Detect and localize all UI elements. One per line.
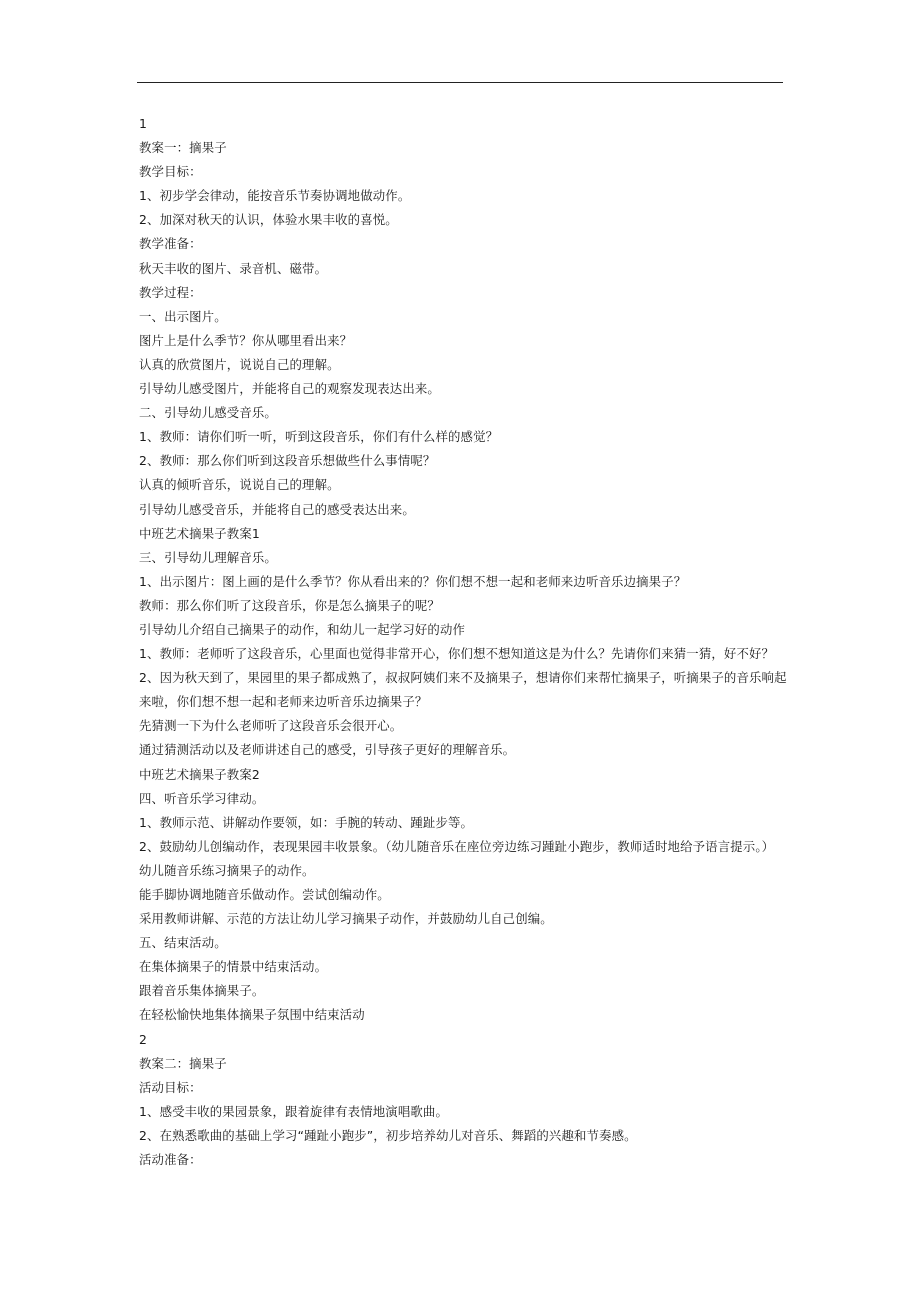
step-heading: 五、结束活动。	[139, 935, 227, 951]
section-heading: 活动准备：	[139, 1152, 202, 1168]
text-line: 2、因为秋天到了，果园里的果子都成熟了，叔叔阿姨们来不及摘果子，想请你们来帮忙摘果子，听摘果子的音乐响起	[139, 670, 787, 686]
header-rule	[137, 82, 783, 83]
text-line: 图片上是什么季节？你从哪里看出来？	[139, 332, 353, 348]
text-line: 采用教师讲解、示范的方法让幼儿学习摘果子动作，并鼓励幼儿自己创编。	[139, 911, 553, 927]
section-heading: 教学准备：	[139, 236, 202, 252]
text-line: 1、教师：老师听了这段音乐，心里面也觉得非常开心，你们想不想知道这是为什么？先请你们来猜一猜，好不好？	[139, 646, 775, 662]
text-line: 2、教师：那么你们听到这段音乐想做些什么事情呢？	[139, 453, 436, 469]
document-body	[139, 112, 839, 1172]
text-line: 先猜测一下为什么老师听了这段音乐会很开心。	[139, 718, 403, 734]
step-heading: 四、听音乐学习律动。	[139, 790, 265, 806]
step-heading: 二、引导幼儿感受音乐。	[139, 405, 277, 421]
text-line: 跟着音乐集体摘果子。	[139, 983, 265, 999]
text-line: 来啦，你们想不想一起和老师来边听音乐边摘果子？	[139, 694, 428, 710]
text-line: 1、出示图片：图上画的是什么季节？你从看出来的？你们想不想一起和老师来边听音乐边摘果子？	[139, 573, 687, 589]
step-heading: 三、引导幼儿理解音乐。	[139, 549, 277, 565]
subtitle-line: 中班艺术摘果子教案1	[139, 525, 260, 541]
lesson-title: 教案二：摘果子	[139, 1055, 227, 1071]
text-line: 引导幼儿感受图片，并能将自己的观察发现表达出来。	[139, 381, 440, 397]
text-line: 1、教师示范、讲解动作要领，如：手腕的转动、踵趾步等。	[139, 814, 474, 830]
text-line: 1、感受丰收的果园景象，跟着旋律有表情地演唱歌曲。	[139, 1103, 449, 1119]
text-line: 2、加深对秋天的认识，体验水果丰收的喜悦。	[139, 212, 398, 228]
text-line: 教师：那么你们听了这段音乐，你是怎么摘果子的呢？	[139, 597, 440, 613]
section-heading: 活动目标：	[139, 1079, 202, 1095]
subtitle-line: 中班艺术摘果子教案2	[139, 766, 260, 782]
text-line: 引导幼儿介绍自己摘果子的动作，和幼儿一起学习好的动作	[139, 621, 466, 637]
text-line: 认真的倾听音乐，说说自己的理解。	[139, 477, 340, 493]
text-line: 在集体摘果子的情景中结束活动。	[139, 959, 328, 975]
text-line: 2、在熟悉歌曲的基础上学习“踵趾小跑步”，初步培养幼儿对音乐、舞蹈的兴趣和节奏感。	[139, 1127, 637, 1143]
text-line: 秋天丰收的图片、录音机、磁带。	[139, 260, 328, 276]
text-line: 认真的欣赏图片，说说自己的理解。	[139, 356, 340, 372]
text-line: 1、教师：请你们听一听，听到这段音乐，你们有什么样的感觉？	[139, 429, 499, 445]
text-line: 在轻松愉快地集体摘果子氛围中结束活动	[139, 1007, 365, 1023]
step-heading: 一、出示图片。	[139, 308, 227, 324]
page-number: 1	[139, 116, 148, 131]
section-heading: 教学过程：	[139, 284, 202, 300]
lesson-title: 教案一：摘果子	[139, 140, 227, 156]
text-line: 通过猜测活动以及老师讲述自己的感受，引导孩子更好的理解音乐。	[139, 742, 516, 758]
text-line: 幼儿随音乐练习摘果子的动作。	[139, 862, 315, 878]
text-line: 能手脚协调地随音乐做动作。尝试创编动作。	[139, 887, 390, 902]
text-line: 引导幼儿感受音乐，并能将自己的感受表达出来。	[139, 501, 415, 517]
text-line: 1、初步学会律动，能按音乐节奏协调地做动作。	[139, 188, 411, 204]
page-number: 2	[139, 1031, 148, 1047]
section-heading: 教学目标：	[139, 164, 202, 180]
text-line: 2、鼓励幼儿创编动作，表现果园丰收景象。（幼儿随音乐在座位旁边练习踵趾小跑步，教师适时地给予语言提示。）	[139, 838, 775, 854]
